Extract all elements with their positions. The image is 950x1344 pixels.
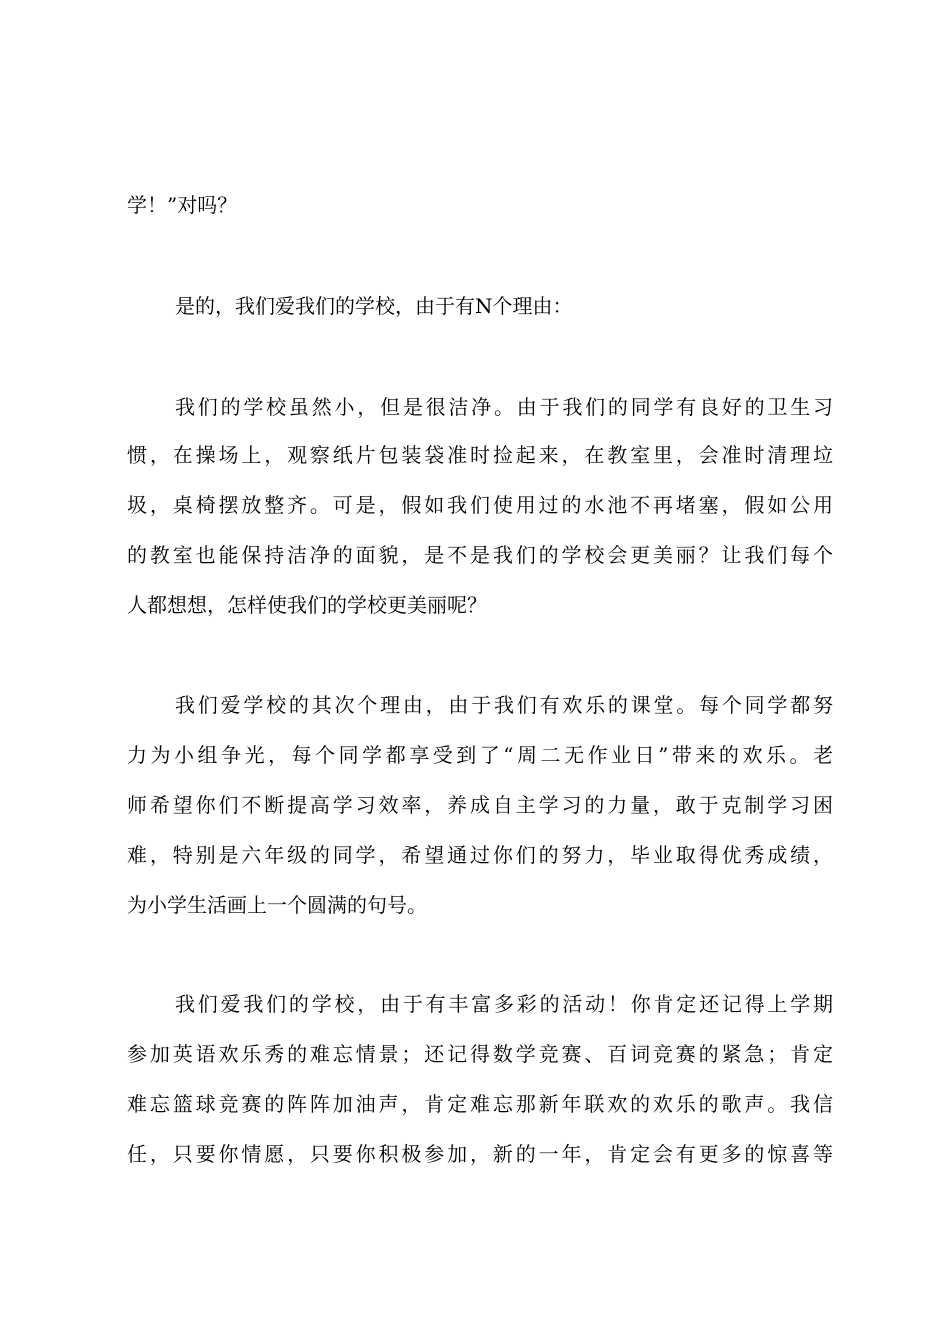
paragraph-4-line-2: 难忘篮球竞赛的阵阵加油声，肯定难忘那新年联欢的欢乐的歌声。我信 [127, 1092, 833, 1116]
paragraph-3-line-3: 难，特别是六年级的同学，希望通过你们的努力，毕业取得优秀成绩， [127, 843, 833, 867]
paragraph-2-line-3: 的教室也能保持洁净的面貌，是不是我们的学校会更美丽？让我们每个 [127, 543, 833, 567]
paragraph-0-line-0: 学！”对吗？ [127, 193, 238, 217]
paragraph-4-line-0: 我们爱我们的学校，由于有丰富多彩的活动！你肯定还记得上学期 [175, 992, 833, 1016]
paragraph-2-line-1: 惯，在操场上，观察纸片包装袋准时捡起来，在教室里，会准时清理垃 [127, 443, 833, 467]
paragraph-3-line-1: 力为小组争光，每个同学都享受到了“周二无作业日”带来的欢乐。老 [127, 743, 833, 767]
paragraph-2-line-4: 人都想想，怎样使我们的学校更美丽呢？ [127, 593, 487, 617]
paragraph-2-line-2: 圾，桌椅摆放整齐。可是，假如我们使用过的水池不再堵塞，假如公用 [127, 493, 833, 517]
paragraph-4-line-3: 任，只要你情愿，只要你积极参加，新的一年，肯定会有更多的惊喜等 [127, 1142, 833, 1166]
paragraph-1-line-0: 是的，我们爱我们的学校，由于有N个理由： [175, 294, 573, 318]
paragraph-2-line-0: 我们的学校虽然小，但是很洁净。由于我们的同学有良好的卫生习 [175, 395, 833, 419]
paragraph-4-line-1: 参加英语欢乐秀的难忘情景；还记得数学竞赛、百词竞赛的紧急；肯定 [127, 1042, 833, 1066]
paragraph-3-line-2: 师希望你们不断提高学习效率，养成自主学习的力量，敢于克制学习困 [127, 793, 833, 817]
paragraph-3-line-4: 为小学生活画上一个圆满的句号。 [127, 893, 427, 917]
paragraph-3-line-0: 我们爱学校的其次个理由，由于我们有欢乐的课堂。每个同学都努 [175, 693, 833, 717]
